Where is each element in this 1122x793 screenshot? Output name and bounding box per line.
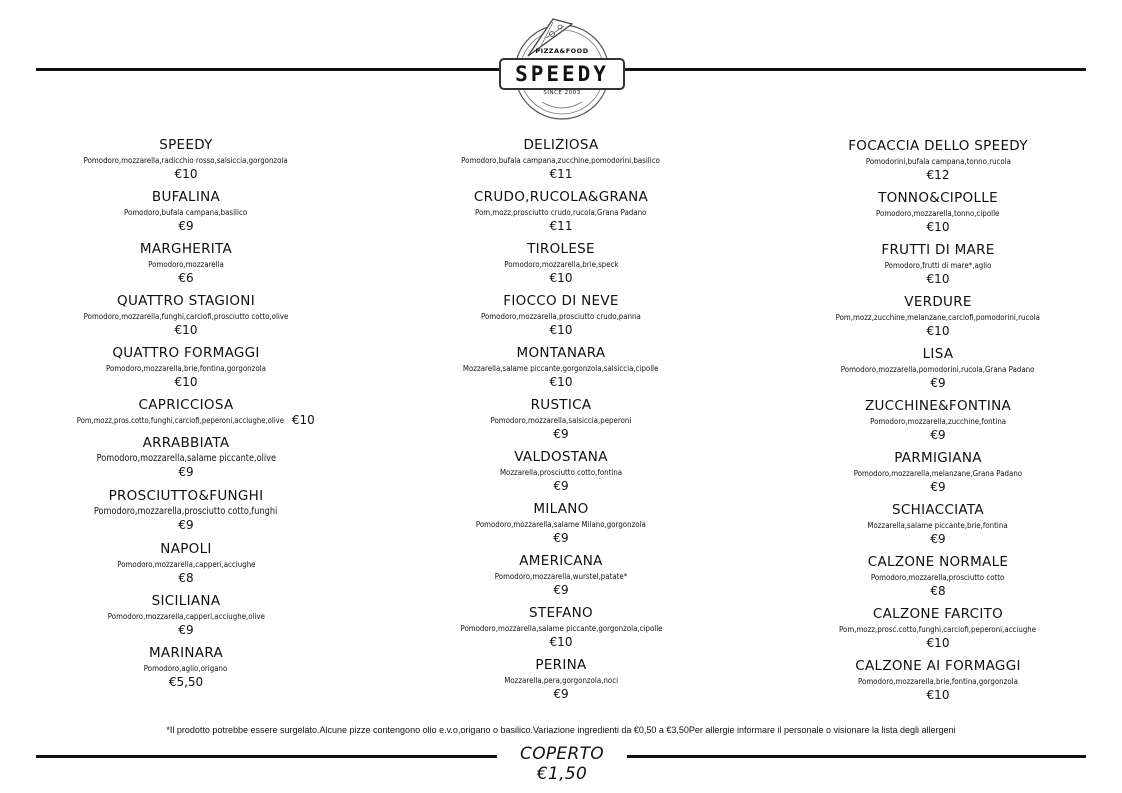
item-description: Pomodoro,mozzarella,zucchine,fontina (869, 416, 1007, 426)
item-price: €9 (553, 427, 569, 441)
item-price: €10 (926, 220, 950, 234)
item-description: Pomodoro,bufala campana,basilico (124, 207, 248, 217)
item-price: €10 (549, 323, 573, 337)
menu-item (396, 501, 726, 553)
item-price: €10 (549, 635, 573, 649)
item-name: SICILIANA (151, 593, 221, 609)
item-name: CAPRICCIOSA (138, 397, 234, 413)
item-description: Pom,mozz,pros.cotto,funghi,carciofi,peperoni,acciughe,olive (76, 415, 285, 425)
item-description: Pomodoro,mozzarella,funghi,carciofi,prosciutto cotto,olive (83, 311, 289, 321)
item-description: Mozzarella,pera,gorgonzola,noci (504, 675, 618, 685)
item-name: PERINA (535, 657, 587, 673)
item-name: CALZONE FARCITO (872, 606, 1004, 622)
item-price: €9 (930, 532, 946, 546)
item-price: €9 (178, 219, 194, 233)
menu-column-2 (396, 137, 726, 709)
item-description: Pomodoro,frutti di mare*,aglio (884, 260, 992, 270)
item-name: FOCACCIA DELLO SPEEDY (848, 138, 1028, 154)
item-name: MARGHERITA (139, 241, 233, 257)
menu-item (773, 242, 1103, 294)
item-price: €8 (178, 571, 194, 585)
item-description: Pomodoro,mozzarella,salame piccante,gorgonzola,cipolle (459, 623, 663, 633)
item-price: €10 (926, 636, 950, 650)
item-name: MILANO (533, 501, 589, 517)
menu-column-3 (773, 138, 1103, 710)
item-description: Pomodoro,mozzarella,prosciutto cotto,funghi (94, 506, 278, 517)
item-name: TIROLESE (527, 241, 595, 257)
item-description: Mozzarella,salame piccante,brie,fontina (867, 520, 1009, 530)
item-price: €9 (553, 687, 569, 701)
item-name: RUSTICA (530, 397, 592, 413)
item-name: QUATTRO STAGIONI (117, 293, 255, 309)
item-description: Pomodoro,mozzarella,wurstel,patate* (494, 571, 628, 581)
item-name: PROSCIUTTO&FUNGHI (108, 488, 264, 504)
logo-tagline: PIZZA&FOOD (535, 47, 589, 55)
bottom-divider-left (36, 755, 497, 758)
menu-item (773, 346, 1103, 398)
item-description: Pomodoro,mozzarella,salame Milano,gorgonzola (475, 519, 647, 529)
item-name: BUFALINA (151, 189, 221, 205)
item-price: €12 (926, 168, 950, 182)
menu-item (21, 435, 351, 488)
speedy-logo (498, 10, 626, 128)
item-description: Mozzarella,salame piccante,gorgonzola,salsiccia,cipolle (463, 363, 659, 373)
item-name: TONNO&CIPOLLE (878, 190, 998, 206)
item-description: Pom,mozz,prosc.cotto,funghi,carciofi,peperoni,acciughe (839, 624, 1037, 634)
menu-item (21, 137, 351, 189)
item-description: Pomodoro,mozzarella,radicchio rosso,salsiccia,gorgonzola (83, 155, 289, 165)
menu-item (773, 606, 1103, 658)
menu-item (773, 294, 1103, 346)
item-price: €10 (174, 323, 198, 337)
item-name: DELIZIOSA (523, 137, 599, 153)
menu-item (396, 605, 726, 657)
item-name: STEFANO (529, 605, 593, 621)
item-price: €10 (926, 324, 950, 338)
item-description: Pomodoro,mozzarella,tonno,cipolle (876, 208, 1000, 218)
menu-item (773, 398, 1103, 450)
menu-item (21, 488, 351, 541)
item-description: Pomodoro,mozzarella,pomodorini,rucola,Grana Padano (841, 364, 1035, 374)
item-name: MONTANARA (516, 345, 606, 361)
menu-item (396, 397, 726, 449)
item-inline-row (57, 414, 315, 427)
menu-item (21, 241, 351, 293)
allergen-footnote: *Il prodotto potrebbe essere surgelato.Alcune pizze contengono olio e.v.o,origano o basilico.Variazione ingredienti da €0,50 a €3,50Per allergie informare il personale o visionare la lista degli allergeni (166, 725, 956, 735)
item-price: €10 (549, 271, 573, 285)
menu-item (396, 657, 726, 709)
menu-item (21, 189, 351, 241)
item-price: €8 (930, 584, 946, 598)
menu-item (396, 189, 726, 241)
menu-item (773, 658, 1103, 710)
item-price: €11 (549, 219, 573, 233)
item-price: €10 (926, 272, 950, 286)
menu-item (773, 450, 1103, 502)
item-name: LISA (922, 346, 954, 362)
item-name: SCHIACCIATA (892, 502, 984, 518)
item-name: VALDOSTANA (514, 449, 608, 465)
item-name: CRUDO,RUCOLA&GRANA (473, 189, 649, 205)
item-name: VERDURE (904, 294, 972, 310)
item-description: Pomodoro,mozzarella,capperi,acciughe (116, 559, 256, 569)
item-name: AMERICANA (519, 553, 603, 569)
item-price: €5,50 (168, 675, 204, 689)
item-description: Pomodoro,mozzarella,capperi,acciughe,olive (107, 611, 265, 621)
item-description: Pomodoro,mozzarella,salsiccia,peperoni (490, 415, 632, 425)
item-price: €10 (174, 167, 198, 181)
item-description: Pomodorini,bufala campana,tonno,rucola (865, 156, 1011, 166)
item-name: QUATTRO FORMAGGI (112, 345, 260, 361)
item-price: €9 (178, 518, 194, 532)
item-description: Pomodoro,mozzarella,melanzane,Grana Padano (853, 468, 1023, 478)
item-price: €10 (549, 375, 573, 389)
item-price: €9 (553, 583, 569, 597)
top-divider-right (624, 68, 1086, 71)
item-description: Pomodoro,mozzarella,prosciutto crudo,panna (481, 311, 641, 321)
logo-brand: SPEEDY (515, 62, 609, 86)
item-price: €9 (930, 480, 946, 494)
menu-item (21, 593, 351, 645)
item-price: €9 (178, 465, 194, 479)
menu-item (21, 293, 351, 345)
menu-item (396, 553, 726, 605)
item-price: €10 (926, 688, 950, 702)
menu-item (21, 397, 351, 435)
item-name: CALZONE AI FORMAGGI (855, 658, 1021, 674)
item-price: €9 (930, 376, 946, 390)
item-price: €9 (178, 623, 194, 637)
item-price: €6 (178, 271, 194, 285)
item-description: Pomodoro,mozzarella,brie,fontina,gorgonzola (106, 363, 266, 373)
item-name: PARMIGIANA (894, 450, 982, 466)
top-divider-left (36, 68, 499, 71)
logo-since: SINCE 2003 (543, 90, 581, 96)
menu-column-1 (21, 137, 351, 697)
menu-item (396, 241, 726, 293)
item-description: Mozzarella,prosciutto cotto,fontina (499, 467, 623, 477)
item-description: Pom,mozz,prosciutto crudo,rucola,Grana Padano (475, 207, 647, 217)
menu-item (773, 190, 1103, 242)
item-price: €9 (553, 531, 569, 545)
item-description: Pomodoro,mozzarella,brie,fontina,gorgonzola (858, 676, 1018, 686)
item-description: Pomodoro,mozzarella,brie,speck (503, 259, 619, 269)
menu-item (396, 345, 726, 397)
menu-item (21, 541, 351, 593)
item-name: ARRABBIATA (142, 435, 230, 451)
item-price: €11 (549, 167, 573, 181)
menu-item (396, 137, 726, 189)
item-name: MARINARA (148, 645, 224, 661)
item-description: Pomodoro,bufala campana,zucchine,pomodorini,basilico (461, 155, 661, 165)
item-price: €9 (930, 428, 946, 442)
item-name: ZUCCHINE&FONTINA (864, 398, 1012, 414)
cover-charge: COPERTO €1,50 (520, 744, 604, 784)
item-name: NAPOLI (160, 541, 212, 557)
item-description: Pomodoro,aglio,origano (144, 663, 228, 673)
item-description: Pomodoro,mozzarella (148, 259, 224, 269)
menu-item (773, 554, 1103, 606)
bottom-divider-right (627, 755, 1086, 758)
menu-item (773, 502, 1103, 554)
menu-item (21, 645, 351, 697)
item-name: CALZONE NORMALE (867, 554, 1009, 570)
item-description: Pomodoro,mozzarella,salame piccante,olive (96, 453, 276, 464)
menu-item (773, 138, 1103, 190)
item-price: €10 (291, 413, 315, 427)
item-description: Pom,mozz,zucchine,melanzane,carciofi,pomodorini,rucola (835, 312, 1041, 322)
item-name: FIOCCO DI NEVE (503, 293, 619, 309)
item-name: FRUTTI DI MARE (881, 242, 995, 258)
menu-item (396, 293, 726, 345)
menu-item (21, 345, 351, 397)
menu-item (396, 449, 726, 501)
item-price: €10 (174, 375, 198, 389)
item-name: SPEEDY (159, 137, 213, 153)
item-price: €9 (553, 479, 569, 493)
item-description: Pomodoro,mozzarella,prosciutto cotto (871, 572, 1005, 582)
